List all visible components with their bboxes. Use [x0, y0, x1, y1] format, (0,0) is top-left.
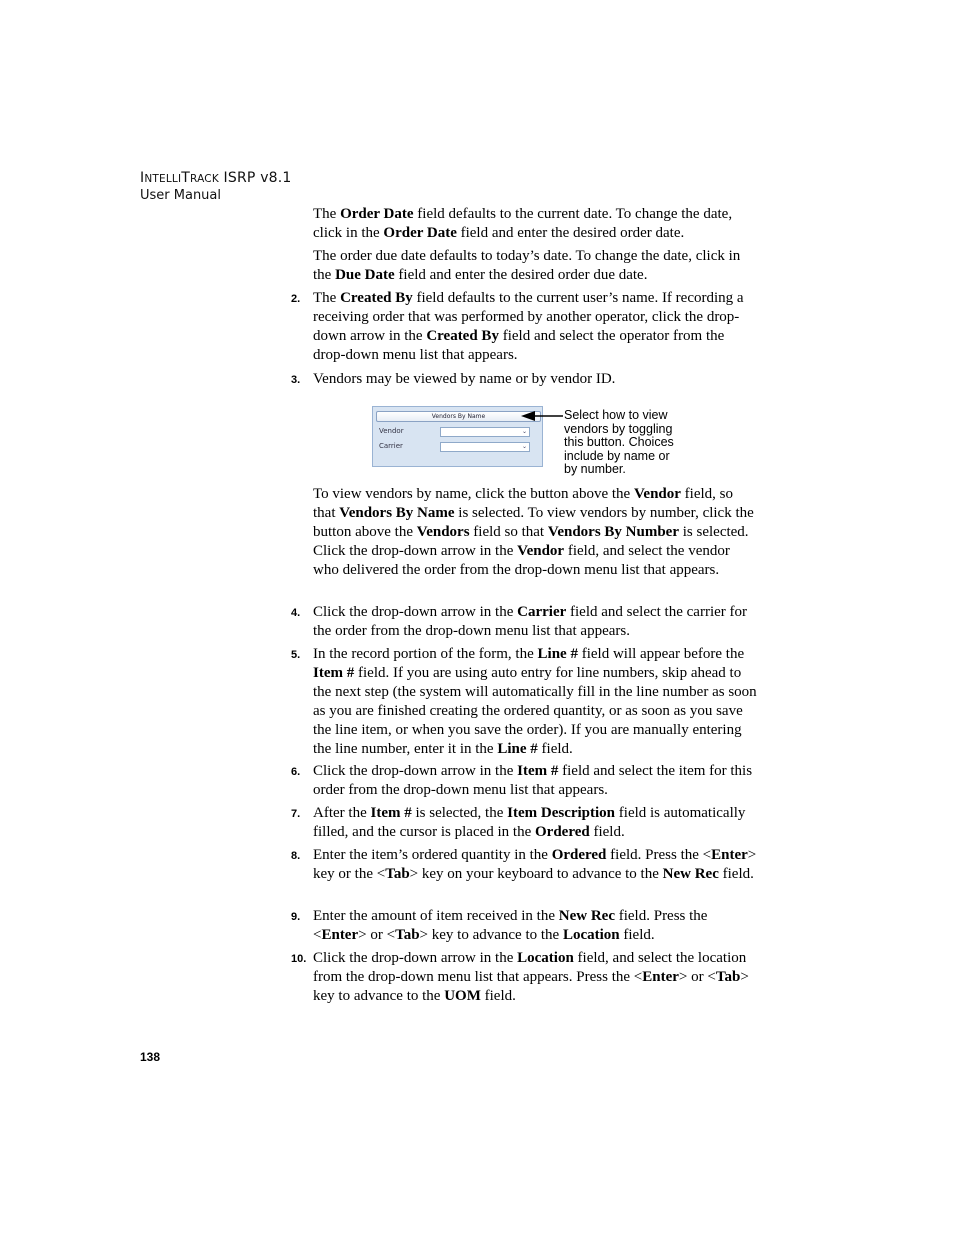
step-new-rec	[313, 907, 758, 945]
bold-term: Enter	[642, 969, 679, 985]
text-run: > key on your keyboard to advance to the	[409, 866, 663, 882]
step-number: 8.	[291, 850, 301, 862]
text-run: field and select the carrier for the order from the drop-down menu list that appears.	[313, 604, 747, 639]
text-run: To view vendors by name, click the button above the	[313, 486, 634, 502]
step-number: 4.	[291, 607, 301, 619]
running-header-title	[140, 170, 292, 186]
bold-term: Enter	[711, 847, 748, 863]
text-run: field and enter the desired order date.	[456, 225, 685, 241]
text-run: Click the drop-down arrow in the	[313, 763, 518, 779]
text-run: field, so that	[313, 486, 733, 521]
text-run: field and enter the desired order due date.	[394, 267, 648, 283]
text-run: field.	[537, 741, 573, 757]
vendor-label: Vendor	[379, 427, 404, 435]
text-run: field. If you are using auto entry for line numbers, skip ahead to the next step (the system will automatically fill in the line number as soon as you are finished creating the ordered quantity, or as soon as you save the line item, or when you save the order). If you are manually entering the line number, enter it in the	[313, 665, 757, 757]
step-created-by	[313, 289, 758, 365]
text-run: field defaults to the current date. To change the date, click in the	[313, 206, 733, 241]
text-run: field.	[480, 988, 516, 1004]
vendors-by-name-toggle[interactable]: Vendors By Name	[376, 411, 541, 422]
text-run: Click the drop-down arrow in the	[313, 604, 518, 620]
bold-term: Tab	[395, 927, 420, 943]
vendor-form-screenshot	[372, 406, 543, 467]
text-run: field.	[589, 824, 625, 840]
brand-smallcaps: NTELLI	[144, 173, 182, 185]
step-number: 2.	[291, 293, 301, 305]
bold-term: Tab	[385, 866, 410, 882]
text-run: field defaults to the current user’s name. If recording a receiving order that was performed by another operator, click the drop-down arrow in the	[313, 290, 744, 344]
text-run: > or <	[358, 927, 396, 943]
bold-term: Vendor	[517, 543, 565, 559]
brand-letter: I	[140, 170, 145, 186]
step-item-description	[313, 804, 758, 842]
bold-term: Vendors By Name	[339, 505, 455, 521]
text-run: > key or the <	[313, 847, 757, 882]
text-run: is selected. To view vendors by number, click the button above the	[313, 505, 754, 540]
step-ordered	[313, 846, 758, 884]
step-number: 7.	[291, 808, 301, 820]
bold-term: Created By	[426, 328, 499, 344]
text-run: field, and select the vendor who delivered the order from the drop-down menu list that appears.	[313, 543, 730, 578]
chevron-down-icon[interactable]: ⌄	[521, 429, 528, 435]
bold-term: Line #	[497, 741, 538, 757]
text-run: The	[313, 206, 341, 222]
running-header-subtitle: User Manual	[140, 188, 222, 203]
text-run: The	[313, 290, 341, 306]
text-run: field. Press the <	[606, 847, 712, 863]
bold-term: Vendors By Number	[547, 524, 679, 540]
text-run: > key to advance to the	[419, 927, 563, 943]
text-run: Click the drop-down arrow in the	[313, 950, 518, 966]
text-run: field and select the item for this order from the drop-down menu list that appears.	[313, 763, 753, 798]
bold-term: Location	[517, 950, 574, 966]
due-date-paragraph	[313, 247, 758, 285]
bold-term: Carrier	[517, 604, 567, 620]
bold-term: Order Date	[340, 206, 414, 222]
order-date-paragraph	[313, 205, 758, 243]
text-run: field so that	[469, 524, 548, 540]
brand-version: ISRP v8.1	[218, 170, 292, 186]
bold-term: Order Date	[383, 225, 457, 241]
text-run: field is automatically filled, and the cursor is placed in the	[313, 805, 746, 840]
text-run: After the	[313, 805, 371, 821]
bold-term: Tab	[715, 969, 741, 985]
text-run: field.	[718, 866, 754, 882]
bold-term: Location	[562, 927, 620, 943]
bold-term: Item #	[370, 805, 412, 821]
vendor-dropdown[interactable]	[440, 427, 530, 437]
carrier-label: Carrier	[379, 442, 403, 450]
bold-term: Created By	[340, 290, 413, 306]
step-location	[313, 949, 758, 1006]
bold-term: New Rec	[558, 908, 615, 924]
text-run: > or <	[678, 969, 716, 985]
text-run: > key to advance to the	[313, 969, 749, 1004]
step-number: 3.	[291, 374, 301, 386]
page-number: 138	[140, 1050, 161, 1064]
bold-term: Vendors	[416, 524, 470, 540]
bold-term: Ordered	[535, 824, 590, 840]
bold-term: Item #	[313, 665, 355, 681]
step-line-number	[313, 645, 758, 759]
text-run: field, and select the location from the drop-down menu list that appears. Press the <	[313, 950, 747, 985]
text-run: field and select the operator from the drop-down menu list that appears.	[313, 328, 725, 363]
text-run: field.	[619, 927, 655, 943]
bold-term: Ordered	[551, 847, 607, 863]
bold-term: UOM	[444, 988, 481, 1004]
step-number: 10.	[291, 953, 307, 965]
text-run: field. Press the <	[313, 908, 708, 943]
step-item-number	[313, 762, 758, 800]
text-run: is selected. Click the drop-down arrow in the	[313, 524, 749, 559]
text-run: Enter the item’s ordered quantity in the	[313, 847, 552, 863]
bold-term: Enter	[321, 927, 359, 943]
chevron-down-icon[interactable]: ⌄	[521, 444, 528, 450]
bold-term: Line #	[537, 646, 578, 662]
figure-callout: Select how to view vendors by toggling this button. Choices include by name or by number.	[564, 408, 674, 476]
text-run: In the record portion of the form, the	[313, 646, 538, 662]
brand-letter: T	[181, 170, 191, 186]
step-number: 6.	[291, 766, 301, 778]
bold-term: Due Date	[335, 267, 395, 283]
text-run: Vendors may be viewed by name or by vendor ID.	[313, 371, 616, 387]
callout-arrow-icon	[521, 410, 565, 422]
text-run: Enter the amount of item received in the	[313, 908, 559, 924]
bold-term: Item #	[517, 763, 559, 779]
vendor-view-paragraph	[313, 485, 758, 580]
brand-smallcaps: RACK	[190, 173, 219, 185]
bold-term: Item Description	[507, 805, 616, 821]
carrier-dropdown[interactable]	[440, 442, 530, 452]
text-run: field will appear before the	[577, 646, 745, 662]
step-number: 5.	[291, 649, 301, 661]
step-number: 9.	[291, 911, 301, 923]
bold-term: Vendor	[633, 486, 681, 502]
step-carrier	[313, 603, 758, 641]
bold-term: New Rec	[662, 866, 719, 882]
step-vendors	[313, 370, 758, 389]
text-run: The order due date defaults to today’s date. To change the date, click in the	[313, 248, 741, 283]
text-run: is selected, the	[411, 805, 508, 821]
